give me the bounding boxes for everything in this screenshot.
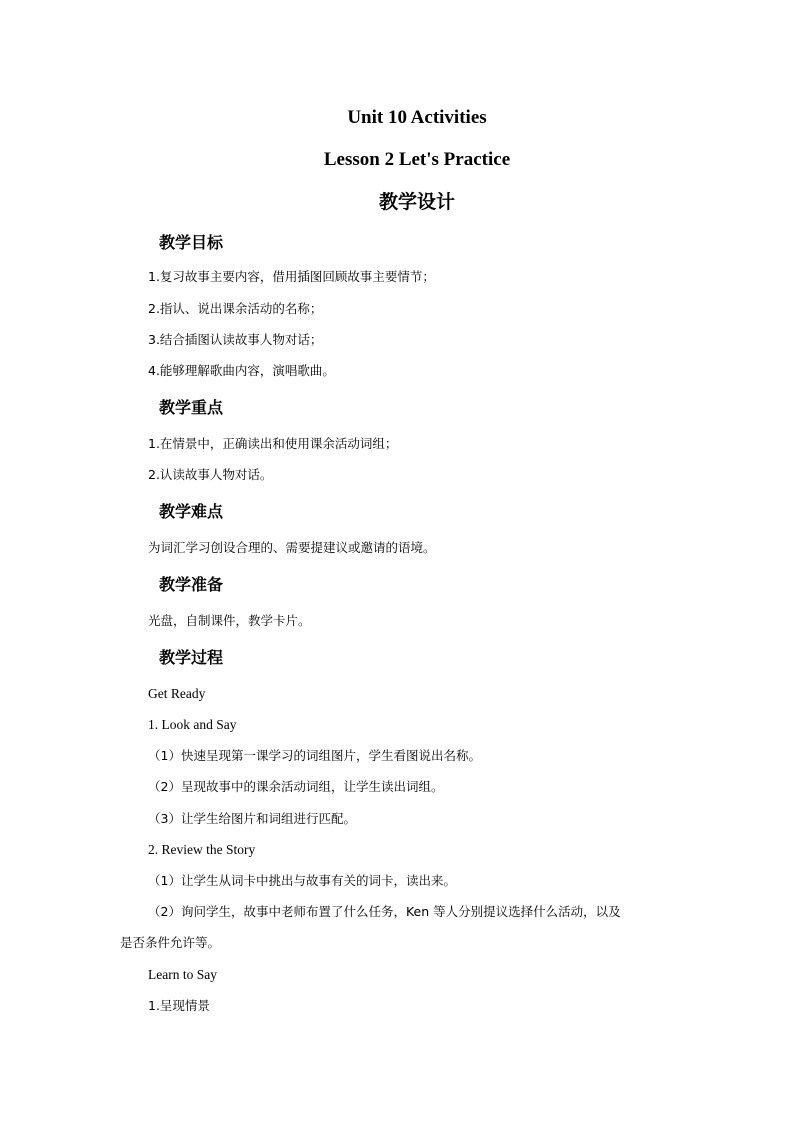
present-scene-item: 1.呈现情景 (148, 998, 210, 1013)
difficulties-heading: 教学难点 (159, 502, 224, 521)
process-step: （1）快速呈现第一课学习的词组图片，学生看图说出名称。 (148, 748, 481, 763)
review-story-label: 2. Review the Story (148, 842, 256, 857)
preparation-heading: 教学准备 (159, 575, 224, 594)
look-and-say-label: 1. Look and Say (148, 717, 237, 732)
key-points-heading: 教学重点 (159, 398, 224, 417)
learn-to-say-label: Learn to Say (148, 967, 217, 982)
process-step: （2）询问学生，故事中老师布置了什么任务，Ken 等人分别提议选择什么活动，以及 (148, 904, 621, 919)
process-step-continuation: 是否条件允许等。 (120, 935, 221, 950)
lesson-title: Lesson 2 Let's Practice (323, 149, 511, 170)
key-point-item: 1.在情景中，正确读出和使用课余活动词组； (148, 436, 398, 451)
objective-item: 3.结合插图认读故事人物对话； (148, 332, 323, 347)
get-ready-label: Get Ready (148, 686, 206, 701)
process-heading: 教学过程 (159, 648, 224, 667)
process-step: （2）呈现故事中的课余活动词组，让学生读出词组。 (148, 779, 444, 794)
unit-title: Unit 10 Activities (347, 107, 487, 128)
process-step: （1）让学生从词卡中挑出与故事有关的词卡，读出来。 (148, 873, 456, 888)
process-step: （3）让学生给图片和词组进行匹配。 (148, 811, 356, 826)
preparation-text: 光盘，自制课件，教学卡片。 (148, 613, 311, 628)
objective-item: 1.复习故事主要内容，借用插图回顾故事主要情节； (148, 269, 435, 284)
key-point-item: 2.认读故事人物对话。 (148, 467, 273, 482)
objective-item: 2.指认、说出课余活动的名称； (148, 301, 323, 316)
objectives-heading: 教学目标 (159, 233, 224, 252)
objective-item: 4.能够理解歌曲内容，演唱歌曲。 (148, 363, 335, 378)
design-title: 教学设计 (378, 191, 455, 213)
difficulties-text: 为词汇学习创设合理的、需要提建议或邀请的语境。 (148, 540, 436, 555)
